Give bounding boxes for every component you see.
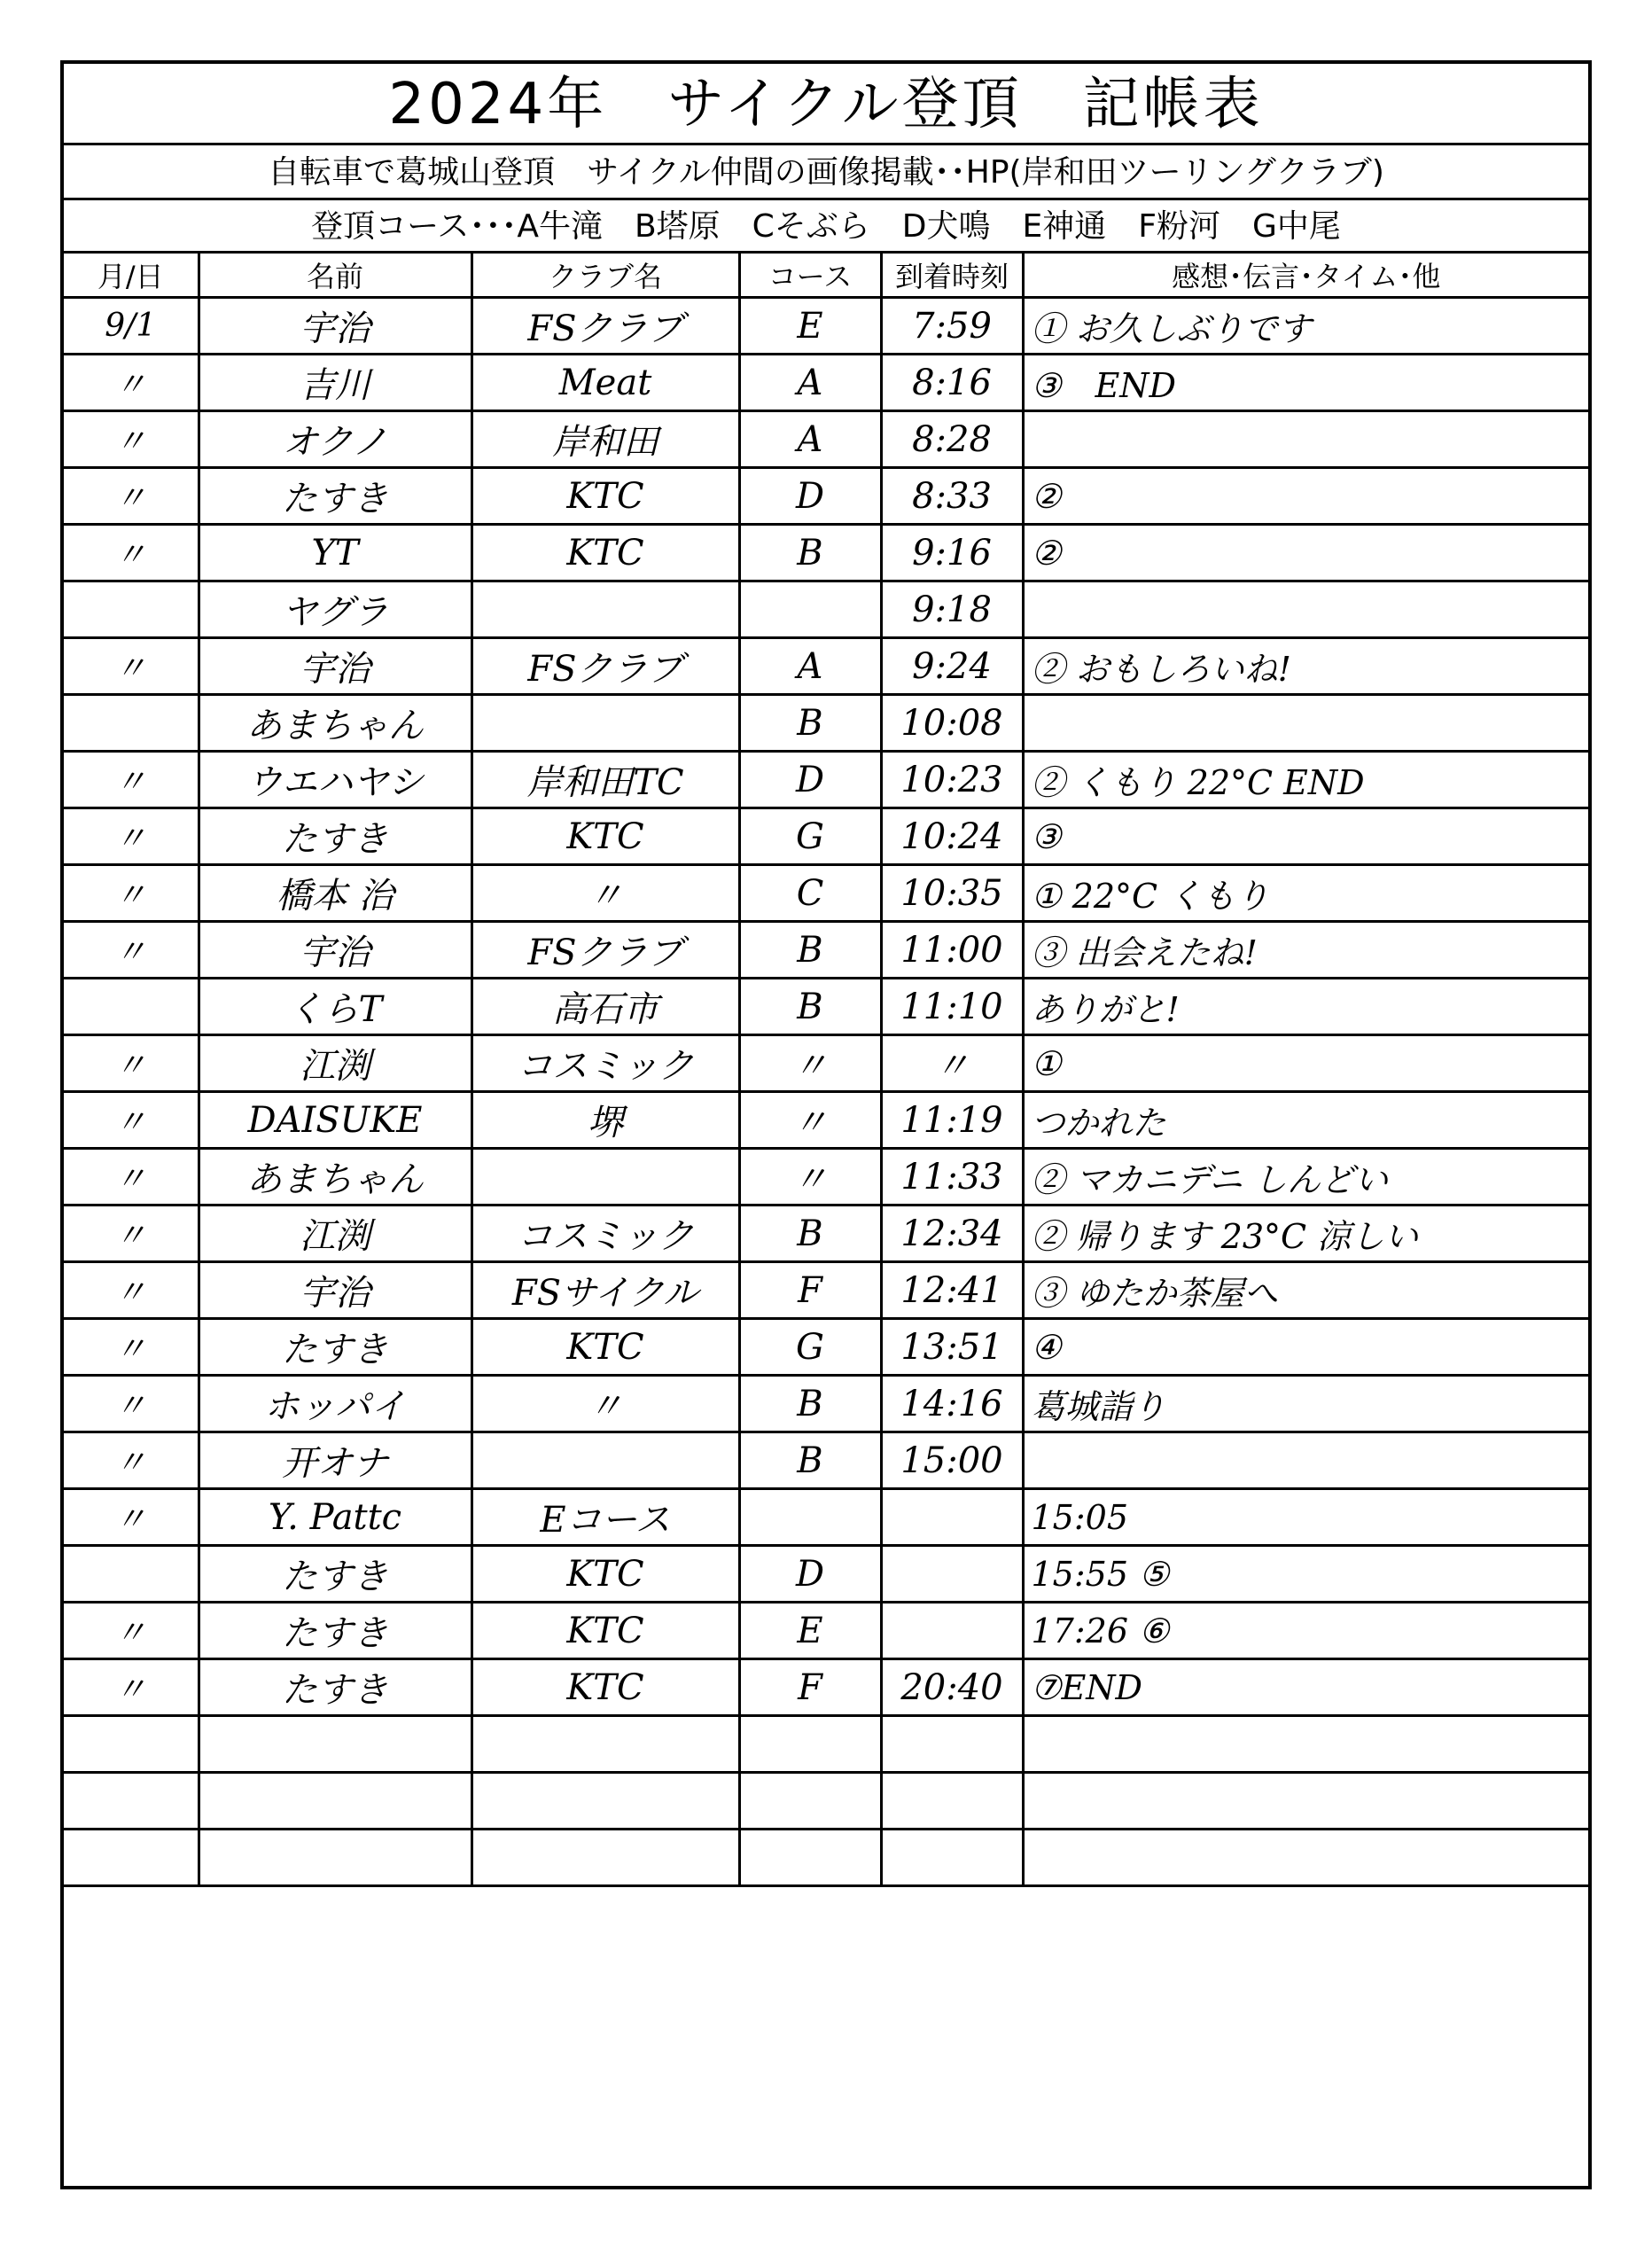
cell-date: 〃 — [64, 808, 199, 865]
cell-arrival-time: 11:00 — [881, 922, 1023, 979]
cell-date: 〃 — [64, 1432, 199, 1489]
cell-course: A — [739, 355, 881, 411]
cell-name: ホッパイ — [199, 1376, 471, 1432]
cell-course: C — [739, 865, 881, 922]
cell-club: KTC — [471, 808, 739, 865]
cell-course: 〃 — [739, 1035, 881, 1092]
table-row — [64, 1546, 1588, 1603]
subtitle: 自転車で葛城山登頂 サイクル仲間の画像掲載･･HP(岸和田ツーリングクラブ) — [64, 145, 1588, 200]
cell-arrival-time: 9:24 — [881, 638, 1023, 695]
table-row — [64, 581, 1588, 638]
cell-course: B — [739, 1432, 881, 1489]
table-row — [64, 1659, 1588, 1716]
table-row — [64, 1830, 1588, 1886]
cell-note: 葛城詣り — [1023, 1376, 1588, 1432]
cell-date: 〃 — [64, 1092, 199, 1149]
table-row — [64, 979, 1588, 1035]
cell-arrival-time: 12:41 — [881, 1262, 1023, 1319]
cell-club: KTC — [471, 1603, 739, 1659]
cell-arrival-time: 11:19 — [881, 1092, 1023, 1149]
cell-arrival-time — [881, 1773, 1023, 1830]
cell-arrival-time: 15:00 — [881, 1432, 1023, 1489]
cell-name: DAISUKE — [199, 1092, 471, 1149]
col-header-course: コース — [739, 254, 881, 298]
cell-note: ③ ゆたか茶屋へ — [1023, 1262, 1588, 1319]
table-row — [64, 525, 1588, 581]
cell-name: ウエハヤシ — [199, 752, 471, 808]
cell-date: 〃 — [64, 1319, 199, 1376]
cell-date: 〃 — [64, 1376, 199, 1432]
cell-arrival-time — [881, 1830, 1023, 1886]
cell-club: 高石市 — [471, 979, 739, 1035]
cell-date: 〃 — [64, 1262, 199, 1319]
cell-date: 〃 — [64, 1603, 199, 1659]
cell-date — [64, 581, 199, 638]
table-row — [64, 1206, 1588, 1262]
cell-club: KTC — [471, 468, 739, 525]
cell-name: 吉川 — [199, 355, 471, 411]
cell-date: 〃 — [64, 355, 199, 411]
cell-date: 〃 — [64, 468, 199, 525]
cell-date: 〃 — [64, 752, 199, 808]
cell-club — [471, 1830, 739, 1886]
cell-name: たすき — [199, 808, 471, 865]
cell-date: 〃 — [64, 638, 199, 695]
cell-note: ③ END — [1023, 355, 1588, 411]
cell-course: 〃 — [739, 1092, 881, 1149]
cell-arrival-time: 〃 — [881, 1035, 1023, 1092]
cell-arrival-time: 14:16 — [881, 1376, 1023, 1432]
cell-club: 岸和田TC — [471, 752, 739, 808]
table-row — [64, 1376, 1588, 1432]
cell-name: たすき — [199, 1603, 471, 1659]
cell-note — [1023, 1432, 1588, 1489]
cell-course: G — [739, 808, 881, 865]
logbook-sheet — [60, 60, 1592, 2189]
cell-arrival-time: 9:18 — [881, 581, 1023, 638]
course-legend: 登頂コース･･･A牛滝 B塔原 Cそぶら D犬鳴 E神通 F粉河 G中尾 — [64, 200, 1588, 254]
cell-name: 江渕 — [199, 1035, 471, 1092]
cell-course — [739, 1773, 881, 1830]
cell-note: ② 帰ります 23°C 涼しい — [1023, 1206, 1588, 1262]
table-row — [64, 411, 1588, 468]
col-header-name: 名前 — [199, 254, 471, 298]
cell-club: FSサイクル — [471, 1262, 739, 1319]
cell-date — [64, 1830, 199, 1886]
cell-date: 〃 — [64, 1489, 199, 1546]
cell-note: 15:55 ⑤ — [1023, 1546, 1588, 1603]
cell-course: E — [739, 298, 881, 355]
table-row — [64, 865, 1588, 922]
cell-course: B — [739, 1206, 881, 1262]
cell-arrival-time: 12:34 — [881, 1206, 1023, 1262]
cell-arrival-time: 8:28 — [881, 411, 1023, 468]
cell-note — [1023, 695, 1588, 752]
cell-course: B — [739, 525, 881, 581]
cell-date: 〃 — [64, 411, 199, 468]
cell-arrival-time — [881, 1716, 1023, 1773]
table-row — [64, 1432, 1588, 1489]
cell-name — [199, 1773, 471, 1830]
table-row — [64, 1716, 1588, 1773]
table-header-row — [64, 254, 1588, 298]
cell-name: 江渕 — [199, 1206, 471, 1262]
cell-note: 15:05 — [1023, 1489, 1588, 1546]
cell-note — [1023, 1773, 1588, 1830]
table-row — [64, 1035, 1588, 1092]
cell-club: 堺 — [471, 1092, 739, 1149]
cell-name: YT — [199, 525, 471, 581]
cell-name: 宇治 — [199, 922, 471, 979]
cell-course: A — [739, 411, 881, 468]
cell-name: 宇治 — [199, 638, 471, 695]
cell-name: ヤグラ — [199, 581, 471, 638]
cell-date — [64, 1773, 199, 1830]
log-table — [64, 254, 1588, 1887]
cell-course: B — [739, 922, 881, 979]
cell-name: 宇治 — [199, 1262, 471, 1319]
cell-arrival-time: 8:16 — [881, 355, 1023, 411]
cell-course: B — [739, 695, 881, 752]
cell-course: 〃 — [739, 1149, 881, 1206]
cell-course — [739, 581, 881, 638]
cell-club: 〃 — [471, 865, 739, 922]
col-header-arrival-time: 到着時刻 — [881, 254, 1023, 298]
cell-course: D — [739, 468, 881, 525]
cell-course: F — [739, 1659, 881, 1716]
table-row — [64, 695, 1588, 752]
cell-club: FSクラブ — [471, 638, 739, 695]
cell-arrival-time: 8:33 — [881, 468, 1023, 525]
cell-club — [471, 1773, 739, 1830]
cell-date — [64, 979, 199, 1035]
cell-name: たすき — [199, 1659, 471, 1716]
cell-club: Meat — [471, 355, 739, 411]
table-row — [64, 808, 1588, 865]
table-row — [64, 1603, 1588, 1659]
cell-course — [739, 1489, 881, 1546]
cell-note: ③ — [1023, 808, 1588, 865]
cell-name: くらT — [199, 979, 471, 1035]
cell-note: ① — [1023, 1035, 1588, 1092]
cell-arrival-time — [881, 1489, 1023, 1546]
cell-arrival-time: 11:10 — [881, 979, 1023, 1035]
cell-note: ② — [1023, 468, 1588, 525]
cell-note: ② おもしろいね! — [1023, 638, 1588, 695]
table-row — [64, 1092, 1588, 1149]
cell-arrival-time: 13:51 — [881, 1319, 1023, 1376]
cell-name: あまちゃん — [199, 1149, 471, 1206]
cell-arrival-time — [881, 1546, 1023, 1603]
cell-course: D — [739, 752, 881, 808]
cell-club — [471, 1149, 739, 1206]
cell-date: 〃 — [64, 865, 199, 922]
cell-note: ① 22°C くもり — [1023, 865, 1588, 922]
table-row — [64, 752, 1588, 808]
cell-name: たすき — [199, 1546, 471, 1603]
cell-arrival-time — [881, 1603, 1023, 1659]
cell-arrival-time: 10:24 — [881, 808, 1023, 865]
cell-note: ② くもり 22°C END — [1023, 752, 1588, 808]
cell-note — [1023, 581, 1588, 638]
cell-club: Eコース — [471, 1489, 739, 1546]
table-row — [64, 1773, 1588, 1830]
cell-arrival-time: 10:08 — [881, 695, 1023, 752]
cell-date: 9/1 — [64, 298, 199, 355]
cell-note: ありがと! — [1023, 979, 1588, 1035]
cell-name — [199, 1830, 471, 1886]
table-row — [64, 638, 1588, 695]
cell-club: FSクラブ — [471, 298, 739, 355]
table-body — [64, 298, 1588, 1886]
cell-course: D — [739, 1546, 881, 1603]
cell-name: 宇治 — [199, 298, 471, 355]
cell-name: たすき — [199, 1319, 471, 1376]
cell-club: KTC — [471, 1546, 739, 1603]
cell-club: KTC — [471, 1659, 739, 1716]
cell-arrival-time: 9:16 — [881, 525, 1023, 581]
cell-course — [739, 1830, 881, 1886]
cell-note: ② マカニデニ しんどい — [1023, 1149, 1588, 1206]
cell-course: A — [739, 638, 881, 695]
cell-arrival-time: 10:35 — [881, 865, 1023, 922]
cell-course: F — [739, 1262, 881, 1319]
cell-arrival-time: 7:59 — [881, 298, 1023, 355]
cell-note: ② — [1023, 525, 1588, 581]
table-row — [64, 1489, 1588, 1546]
cell-club — [471, 1432, 739, 1489]
cell-course: E — [739, 1603, 881, 1659]
table-row — [64, 1262, 1588, 1319]
col-header-notes: 感想･伝言･タイム･他 — [1023, 254, 1588, 298]
cell-date: 〃 — [64, 1035, 199, 1092]
table-row — [64, 298, 1588, 355]
cell-name: あまちゃん — [199, 695, 471, 752]
table-row — [64, 1149, 1588, 1206]
table-row — [64, 468, 1588, 525]
cell-course: G — [739, 1319, 881, 1376]
cell-name: Y. Pattc — [199, 1489, 471, 1546]
page-title: 2024年 サイクル登頂 記帳表 — [64, 64, 1588, 145]
cell-note: ① お久しぶりです — [1023, 298, 1588, 355]
cell-club: KTC — [471, 525, 739, 581]
table-row — [64, 1319, 1588, 1376]
cell-note: ⑦END — [1023, 1659, 1588, 1716]
cell-name: オクノ — [199, 411, 471, 468]
cell-note: ③ 出会えたね! — [1023, 922, 1588, 979]
cell-date — [64, 1546, 199, 1603]
cell-arrival-time: 11:33 — [881, 1149, 1023, 1206]
cell-date — [64, 695, 199, 752]
cell-club: FSクラブ — [471, 922, 739, 979]
table-row — [64, 355, 1588, 411]
cell-club: 〃 — [471, 1376, 739, 1432]
cell-date: 〃 — [64, 525, 199, 581]
cell-club: コスミック — [471, 1035, 739, 1092]
cell-name: 开オナ — [199, 1432, 471, 1489]
cell-club: コスミック — [471, 1206, 739, 1262]
col-header-club: クラブ名 — [471, 254, 739, 298]
cell-course: B — [739, 1376, 881, 1432]
col-header-date: 月/日 — [64, 254, 199, 298]
cell-date: 〃 — [64, 1659, 199, 1716]
cell-date: 〃 — [64, 1149, 199, 1206]
cell-note: ④ — [1023, 1319, 1588, 1376]
cell-course — [739, 1716, 881, 1773]
cell-note: つかれた — [1023, 1092, 1588, 1149]
cell-name: 橋本 治 — [199, 865, 471, 922]
cell-note — [1023, 1716, 1588, 1773]
cell-name: たすき — [199, 468, 471, 525]
cell-arrival-time: 10:23 — [881, 752, 1023, 808]
cell-course: B — [739, 979, 881, 1035]
cell-note — [1023, 411, 1588, 468]
cell-note: 17:26 ⑥ — [1023, 1603, 1588, 1659]
cell-note — [1023, 1830, 1588, 1886]
table-row — [64, 922, 1588, 979]
cell-club — [471, 581, 739, 638]
cell-arrival-time: 20:40 — [881, 1659, 1023, 1716]
cell-date — [64, 1716, 199, 1773]
cell-club — [471, 695, 739, 752]
cell-club: 岸和田 — [471, 411, 739, 468]
cell-club: KTC — [471, 1319, 739, 1376]
cell-name — [199, 1716, 471, 1773]
cell-club — [471, 1716, 739, 1773]
cell-date: 〃 — [64, 1206, 199, 1262]
cell-date: 〃 — [64, 922, 199, 979]
